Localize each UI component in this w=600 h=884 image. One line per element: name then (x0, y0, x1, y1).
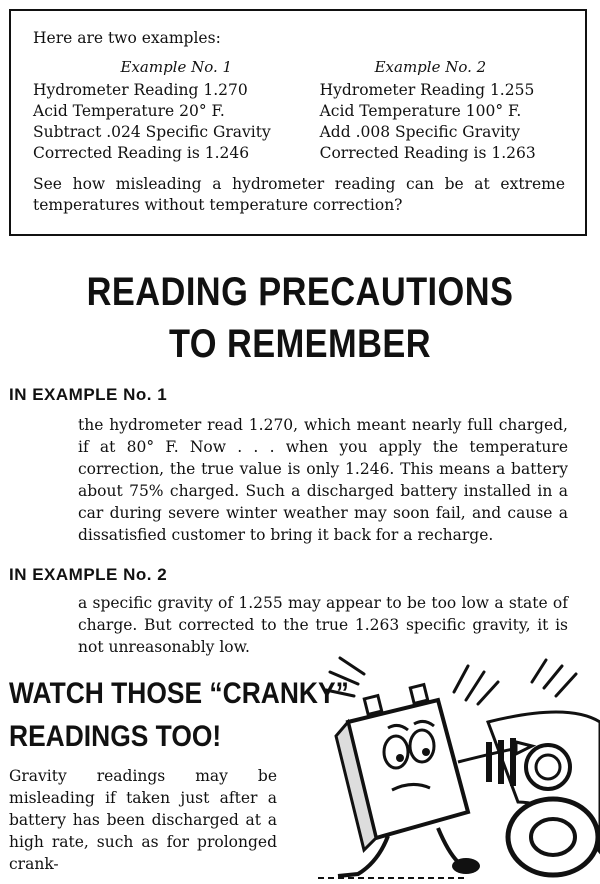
examples-intro: Here are two examples: (33, 29, 221, 47)
headline-line-2: TO REMEMBER (168, 322, 432, 366)
example-1-line: Corrected Reading is 1.246 (33, 144, 250, 162)
example-2-title: Example No. 2 (374, 58, 487, 76)
example-2-line: Add .008 Specific Gravity (319, 123, 521, 141)
section-1-text: the hydrometer read 1.270, which meant nearly full charged, if at 80° F. Now . . . when you apply the temperature correction, the true value is only 1.246. This means a battery about 75% charged. Such a discharged battery installed in a car during severe winter weather may soon fail, and cause a dissatisfied customer to bring it back for a recharge. (78, 416, 568, 544)
section-2-heading: IN EXAMPLE No. 2 (9, 565, 168, 584)
examples-columns (33, 57, 565, 164)
section-2-text: a specific gravity of 1.255 may appear to be too low a state of charge. But corrected to the true 1.263 specific gravity, it is not unreasonably low. (78, 594, 568, 656)
example-2-line: Acid Temperature 100° F. (319, 102, 522, 120)
example-2 (320, 57, 565, 164)
examples-box (9, 9, 587, 236)
example-1-title: Example No. 1 (120, 58, 233, 76)
section-1-heading: IN EXAMPLE No. 1 (9, 385, 168, 404)
example-2-line: Hydrometer Reading 1.255 (319, 81, 535, 99)
example-1-line: Subtract .024 Specific Gravity (33, 123, 271, 141)
battery-cartoon-illustration (318, 652, 600, 884)
example-1-line: Hydrometer Reading 1.270 (33, 81, 248, 99)
example-1-line: Acid Temperature 20° F. (33, 102, 225, 120)
watch-heading-line-1: WATCH THOSE “CRANKY” (9, 677, 349, 710)
watch-text: Gravity readings may be misleading if taken just after a battery has been discharged at a high rate, such as for prolonged crank- (9, 767, 277, 873)
headline-line-1: READING PRECAUTIONS (86, 270, 514, 314)
example-1 (33, 57, 320, 164)
example-2-line: Corrected Reading is 1.263 (319, 144, 536, 162)
watch-heading-line-2: READINGS TOO! (9, 720, 222, 753)
examples-closing: See how misleading a hydrometer reading can be at extreme temperatures without temperature correction? (33, 175, 565, 214)
